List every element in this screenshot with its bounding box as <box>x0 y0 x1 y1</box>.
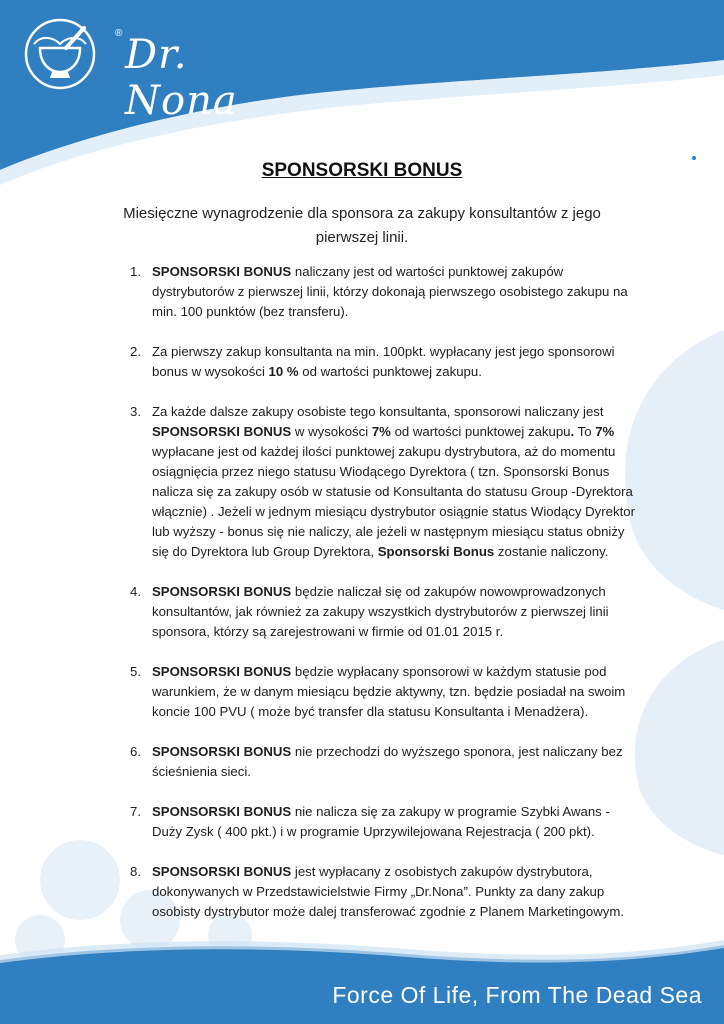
rules-list <box>130 262 640 922</box>
list-item-emphasis: Sponsorski Bonus <box>377 544 495 559</box>
list-item-text: jest wypłacany z osobistych zakupów dystrybutora, dokonywanych w Przedstawicielstwie Firmy „Dr.Nona”. Punkty za dany zakup osobisty dystrybutor może dalej transferować zgodnie z Planem Marketingowym. <box>152 864 625 919</box>
footer-slogan: Force Of Life, From The Dead Sea <box>332 982 702 1008</box>
list-item-number: 7. <box>130 804 141 819</box>
list-item <box>130 802 640 842</box>
list-item-emphasis: SPONSORSKI BONUS <box>152 424 292 439</box>
list-item-text: To <box>574 424 596 439</box>
list-item-number: 8. <box>130 864 141 879</box>
list-item-emphasis: SPONSORSKI BONUS <box>152 804 292 819</box>
list-item <box>130 402 640 562</box>
page-title: SPONSORSKI BONUS <box>261 160 463 181</box>
brand-name: Dr. Nona <box>125 32 238 124</box>
list-item-number: 3. <box>130 404 141 419</box>
list-item-text: nie nalicza się za zakupy w programie Szybki Awans - Duży Zysk ( 400 pkt.) i w programie Uprzywilejowana Rejestracja ( 200 pkt). <box>152 804 610 839</box>
list-item-text: od wartości punktowej zakupu. <box>298 364 482 379</box>
page-subtitle: Miesięczne wynagrodzenie dla sponsora za zakupy konsultantów z jego pierwszej linii. <box>123 205 601 246</box>
list-item-emphasis: SPONSORSKI BONUS <box>152 584 292 599</box>
mortar-pestle-icon <box>20 14 110 92</box>
list-item <box>130 582 640 642</box>
brand-logo <box>20 14 270 124</box>
list-item-text: Za każde dalsze zakupy osobiste tego konsultanta, sponsorowi naliczany jest <box>152 404 604 419</box>
list-item-number: 6. <box>130 744 141 759</box>
list-item-text: będzie wypłacany sponsorowi w każdym statusie pod warunkiem, że w danym miesiącu będzie aktywny, tzn. będzie posiadał na swoim koncie 100 PVU ( może być transfer dla statusu Konsultanta i Menadżera). <box>152 664 626 719</box>
list-item-text: wypłacane jest od każdej ilości punktowej zakupu dystrybutora, aż do momentu osiągnięcia przez niego statusu Wiodącego Dyrektora ( tzn. Sponsorski Bonus nalicza się za zakupy osób w statusie od Konsultanta do statusu Group -Dyrektora włącznie) . Jeżeli w jednym miesiącu dystrybutor osiągnie status Wiodący Dyrektor lub wyższy - bonus się nie naliczy, ale jeżeli w następnym miesiącu status obniży się do Dyrektora lub Group Dyrektora, <box>152 444 635 559</box>
list-item-text: nie przechodzi do wyższego sponora, jest naliczany bez ścieśnienia sieci. <box>152 744 623 779</box>
list-item <box>130 742 640 782</box>
list-item <box>130 662 640 722</box>
list-item-number: 5. <box>130 664 141 679</box>
list-item <box>130 342 640 382</box>
list-item-text: w wysokości <box>291 424 372 439</box>
list-item-text: od wartości punktowej zakupu <box>390 424 571 439</box>
list-item-emphasis: 7% <box>371 424 391 439</box>
list-item-emphasis: 10 % <box>268 364 299 379</box>
list-item <box>130 862 640 922</box>
list-item-emphasis: . <box>570 424 575 439</box>
list-item <box>130 262 640 322</box>
list-item-text: naliczany jest od wartości punktowej zakupów dystrybutorów z pierwszej linii, którzy dokonają pierwszego osobistego zakupu na min. 100 punktów (bez transferu). <box>152 264 628 319</box>
list-item-emphasis: SPONSORSKI BONUS <box>152 264 292 279</box>
registered-mark: ® <box>115 28 123 39</box>
list-item-text: Za pierwszy zakup konsultanta na min. 100pkt. wypłacany jest jego sponsorowi bonus w wysokości <box>152 344 615 379</box>
list-item-emphasis: SPONSORSKI BONUS <box>152 744 292 759</box>
list-item-emphasis: SPONSORSKI BONUS <box>152 864 292 879</box>
list-item-number: 4. <box>130 584 141 599</box>
list-item-number: 1. <box>130 264 141 279</box>
list-item-emphasis: 7% <box>595 424 615 439</box>
list-item-text: zostanie naliczony. <box>494 544 609 559</box>
list-item-text: będzie naliczał się od zakupów nowowprowadzonych konsultantów, jak również za zakupy wszystkich dystrybutorów z pierwszej linii sponsora, którzy są zarejestrowani w firmie od 01.01 2015 r. <box>152 584 609 639</box>
list-item-number: 2. <box>130 344 141 359</box>
list-item-emphasis: SPONSORSKI BONUS <box>152 664 292 679</box>
